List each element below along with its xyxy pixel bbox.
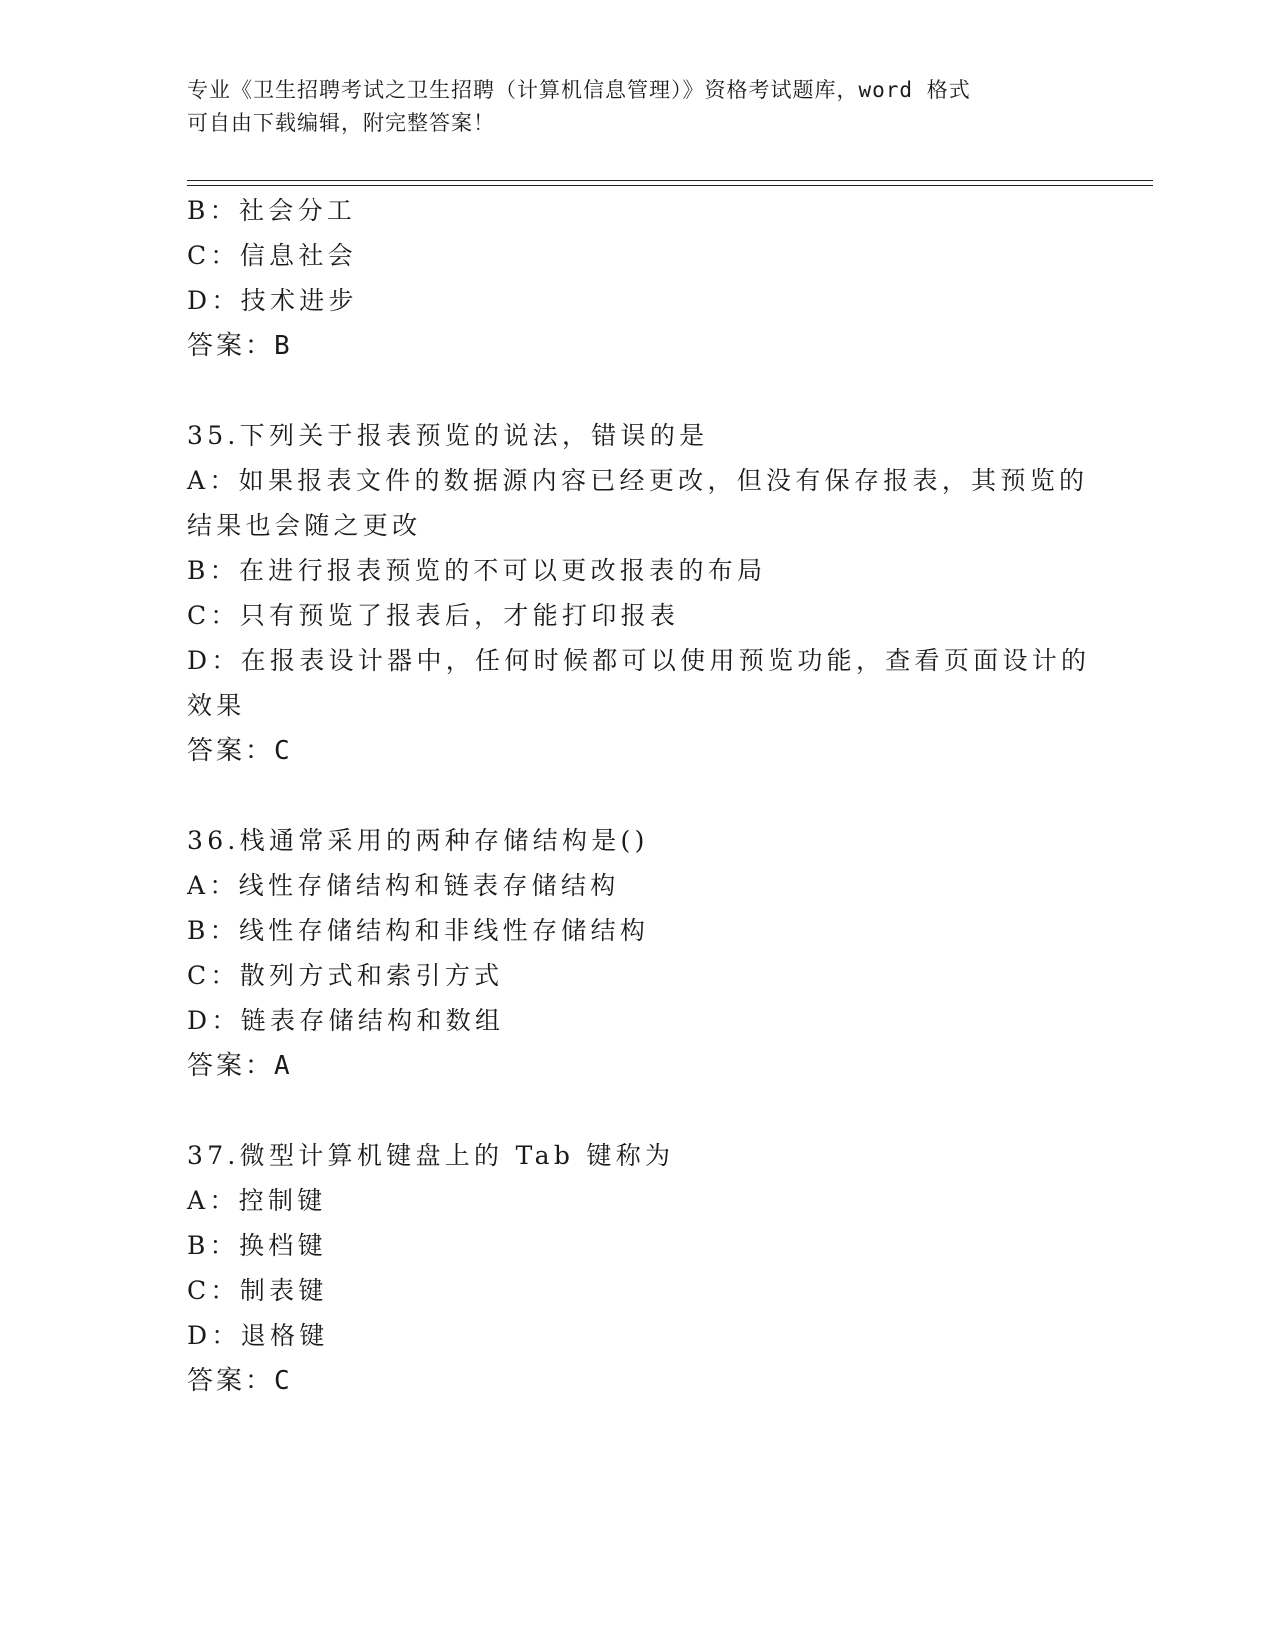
header-line-1: 专业《卫生招聘考试之卫生招聘（计算机信息管理）》资格考试题库，word 格式 [187, 78, 971, 102]
option-a: A：线性存储结构和链表存储结构 [187, 871, 620, 900]
header-line-2: 可自由下载编辑，附完整答案！ [187, 111, 495, 135]
answer-line [187, 323, 1087, 369]
answer-value: B [274, 331, 290, 361]
option-a: A：控制键 [187, 1186, 327, 1215]
question-35 [187, 413, 1091, 774]
answer-line [187, 1043, 1087, 1089]
header-divider [187, 180, 1153, 186]
option-b: B：换档键 [187, 1231, 327, 1260]
question-36 [187, 818, 1087, 1089]
option-d: D：链表存储结构和数组 [187, 1006, 505, 1035]
answer-line [187, 728, 1087, 774]
question-37 [187, 1133, 1087, 1404]
question-stem: 35.下列关于报表预览的说法，错误的是 [187, 421, 709, 450]
option-d: D：退格键 [187, 1321, 329, 1350]
answer-value: C [274, 1366, 290, 1396]
option-c: C：信息社会 [187, 241, 357, 270]
option-d-continued: 效果 [187, 691, 246, 720]
option-b: B：在进行报表预览的不可以更改报表的布局 [187, 556, 767, 585]
answer-label: 答案： [187, 331, 275, 361]
option-d: D：技术进步 [187, 286, 358, 315]
question-stem: 36.栈通常采用的两种存储结构是() [187, 826, 649, 855]
option-c: C：制表键 [187, 1276, 328, 1305]
answer-value: A [274, 1051, 290, 1081]
question-34-continued [187, 188, 1087, 369]
option-d: D：在报表设计器中，任何时候都可以使用预览功能，查看页面设计的 [187, 646, 1091, 675]
option-c: C：散列方式和索引方式 [187, 961, 504, 990]
document-header [187, 74, 1067, 140]
answer-label: 答案： [187, 736, 275, 766]
option-a: A：如果报表文件的数据源内容已经更改，但没有保存报表，其预览的 [187, 466, 1089, 495]
answer-label: 答案： [187, 1051, 275, 1081]
spacer [187, 369, 1087, 413]
question-stem: 37.微型计算机键盘上的 Tab 键称为 [187, 1141, 675, 1170]
spacer [187, 1089, 1087, 1133]
answer-label: 答案： [187, 1366, 275, 1396]
question-content [187, 188, 1091, 1404]
answer-value: C [274, 736, 290, 766]
option-b: B：线性存储结构和非线性存储结构 [187, 916, 650, 945]
spacer [187, 774, 1087, 818]
answer-line [187, 1358, 1087, 1404]
option-a-continued: 结果也会随之更改 [187, 511, 422, 540]
option-b: B：社会分工 [187, 196, 357, 225]
option-c: C：只有预览了报表后，才能打印报表 [187, 601, 680, 630]
